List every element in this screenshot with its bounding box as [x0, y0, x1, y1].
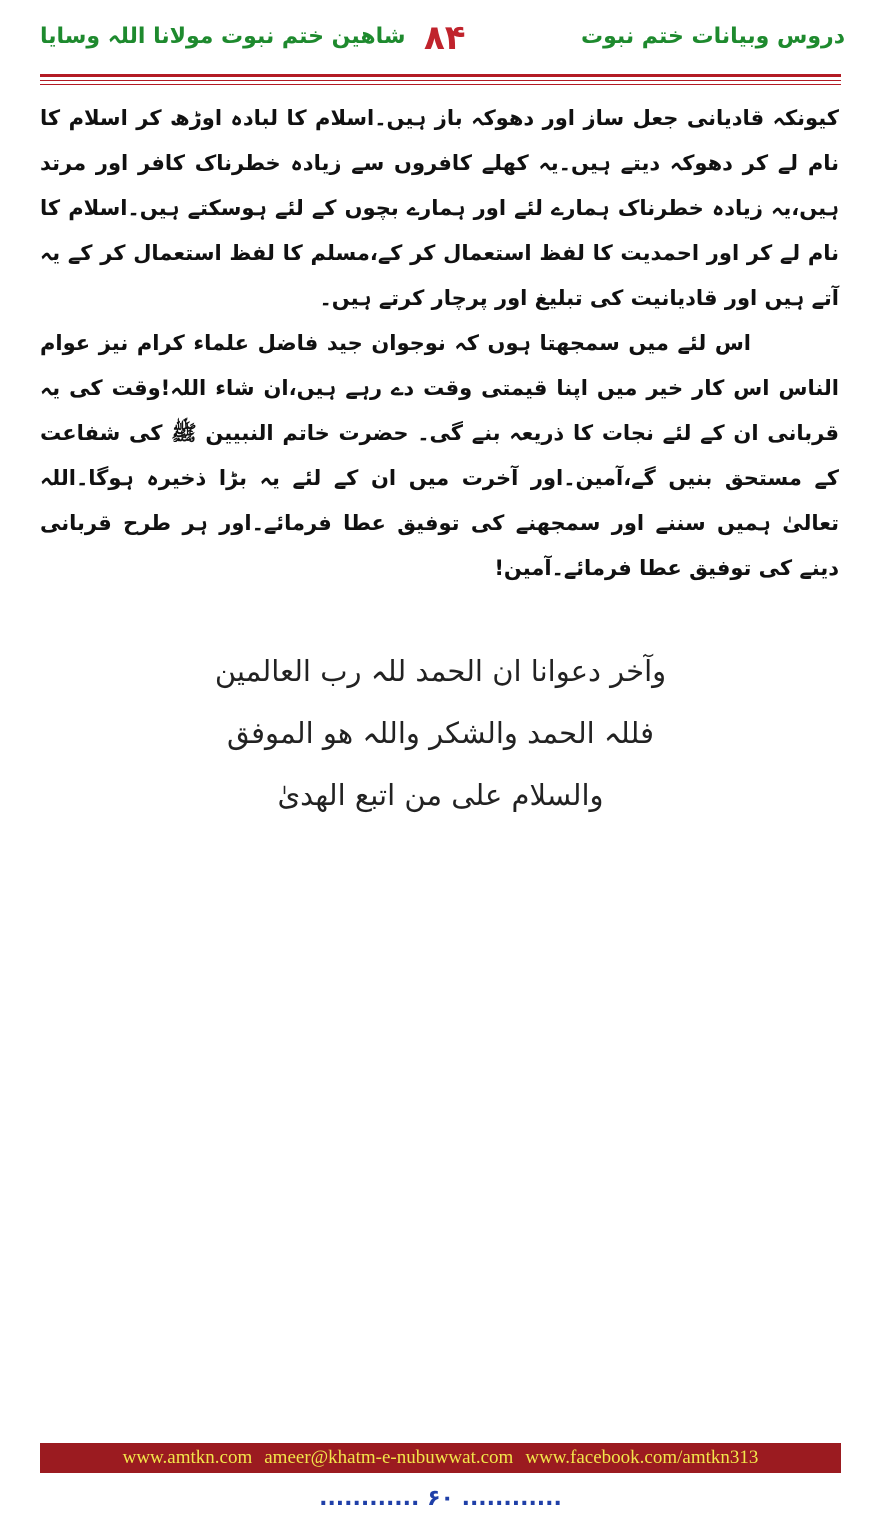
- header-divider-thin: [40, 80, 841, 81]
- book-title: دروس وبیانات ختم نبوت: [581, 24, 845, 49]
- page-mark: ۸۴: [424, 18, 466, 58]
- closing-dua: [40, 640, 841, 826]
- footer-facebook-link[interactable]: www.facebook.com/amtkn313: [525, 1447, 759, 1468]
- page-number-value: ۶۰: [427, 1486, 454, 1511]
- main-text: [40, 96, 839, 591]
- closing-line-1: وآخر دعوانا ان الحمد للہ رب العالمین: [214, 654, 667, 688]
- header-divider: [40, 74, 841, 77]
- page-number: [0, 1486, 881, 1511]
- page-dots-left: ............: [319, 1486, 420, 1511]
- footer-bar: [40, 1443, 841, 1473]
- paragraph-1: کیونکہ قادیانی جعل ساز اور دھوکہ باز ہیں۔اسلام کا لبادہ اوڑھ کر اسلام کا نام لے کر دھوکہ دیتے ہیں۔یہ کھلے کافروں سے زیادہ خطرناک کافر اور مرتد ہیں،یہ زیادہ خطرناک ہمارے لئے اور ہمارے بچوں کے لئے ہوسکتے ہیں۔اسلام کا نام لے کر اور احمدیت کا لفظ استعمال کر کے،مسلم کا لفظ استعمال کر کے یہ آتے ہیں اور قادیانیت کی تبلیغ اور پرچار کرتے ہیں۔: [40, 106, 839, 310]
- closing-line-3: والسلام علی من اتبع الھدیٰ: [277, 778, 604, 812]
- paragraph-2: اس لئے میں سمجھتا ہوں کہ نوجوان جید فاضل علماء کرام نیز عوام الناس اس کار خیر میں اپنا قیمتی وقت دے رہے ہیں،ان شاء اللہ!وقت کی یہ قربانی ان کے لئے نجات کا ذریعہ بنے گی۔ حضرت خاتم النبیین ﷺ کی شفاعت کے مستحق بنیں گے،آمین۔اور آخرت میں ان کے لئے یہ بڑا ذخیرہ ہوگا۔اللہ تعالیٰ ہمیں سننے اور سمجھنے کی توفیق عطا فرمائے۔اور ہر طرح قربانی دینے کی توفیق عطا فرمائے۔آمین!: [40, 331, 839, 580]
- page-header: [36, 18, 845, 78]
- header-divider-thin-2: [40, 84, 841, 85]
- closing-line-2: فللہ الحمد والشکر واللہ ھو الموفق: [227, 716, 654, 750]
- author-title: شاهین ختم نبوت مولانا اللہ وسایا: [40, 24, 406, 49]
- page-dots-right: ............: [461, 1486, 562, 1511]
- footer-website-link[interactable]: www.amtkn.com: [122, 1447, 253, 1468]
- footer-email-link[interactable]: ameer@khatm-e-nubuwwat.com: [264, 1447, 514, 1468]
